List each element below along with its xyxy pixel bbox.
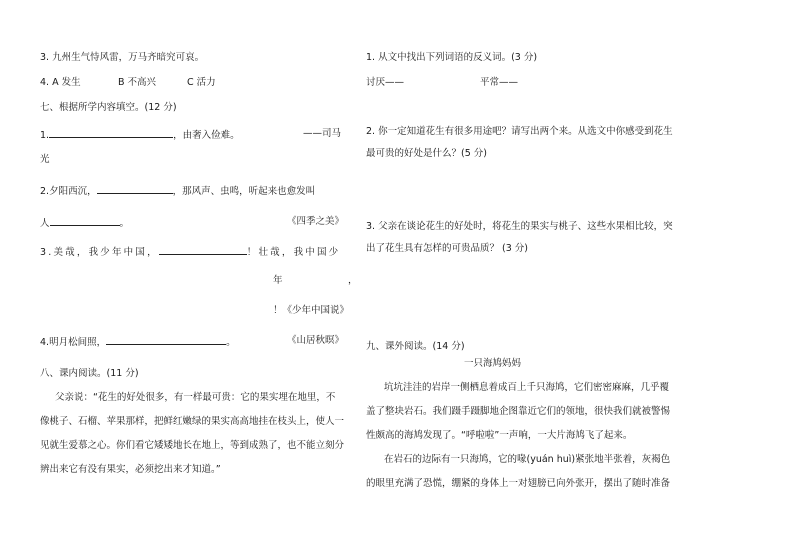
passage-line-1: 父亲说：“花生的好处很多，有一样最可贵：它的果实埋在地里，不 [55, 392, 336, 403]
fill-item-3 [40, 245, 340, 259]
fill-item-1-attribution-cont: 光 [40, 154, 50, 165]
fill-item-4 [40, 335, 236, 349]
story-line-1: 坑坑洼洼的岩岸一侧栖息着成百上千只海鸠，它们密密麻麻，几乎覆 [384, 382, 670, 393]
fill-blank-3[interactable] [159, 245, 247, 255]
fill-item-3-line2-end: ， [348, 275, 358, 286]
section9-title: 九、课外阅读。(14 分) [366, 341, 465, 352]
q4-option-c: C 活力 [187, 77, 216, 88]
fill-blank-2b[interactable] [50, 216, 120, 226]
fill-item-3-line3: ！《少年中国说》 [273, 305, 350, 316]
story-line-3: 性颇高的海鸠发现了。“呼啦啦”一声响，一大片海鸠飞了起来。 [366, 430, 633, 441]
right-q2-line2: 最可贵的好处是什么？(5 分) [366, 148, 487, 159]
fill-item-3-mid: ！壮哉，我中国少 [246, 247, 341, 258]
fill-item-2-tail2: 。 [119, 218, 130, 229]
right-q1-word2: 平常—— [480, 77, 519, 88]
fill-blank-4[interactable] [106, 335, 226, 345]
fill-item-2 [40, 184, 315, 198]
right-q3-line1: 3. 父亲在谈论花生的好处时，将花生的果实与桃子、这些水果相比较，突 [366, 221, 673, 232]
fill-item-2-lead2: 人 [40, 218, 50, 229]
fill-item-1 [40, 128, 240, 142]
q3-line: 3. 九州生气恃风雷，万马齐暗究可哀。 [40, 52, 205, 63]
fill-item-2-source: 《四季之美》 [287, 216, 345, 227]
section8-title: 八、课内阅读。(11 分) [40, 368, 139, 379]
right-q1-word1: 讨厌—— [366, 77, 405, 88]
fill-item-4-source: 《山居秋暝》 [287, 335, 345, 346]
story-line-4: 在岩石的边际有一只海鸠，它的喙(yuán huì)紧张地半张着，灰褐色 [384, 454, 671, 465]
passage-line-3: 见就生爱慕之心。你们看它矮矮地长在地上，等到成熟了，也不能立刻分 [40, 440, 345, 451]
q4-option-a: 4. A 发生 [40, 77, 81, 88]
fill-blank-2[interactable] [97, 184, 173, 194]
fill-item-3-lead: 3.美哉，我少年中国， [40, 247, 159, 258]
story-line-5: 的眼里充满了恐慌，绷紧的身体上一对翅膀已向外张开，摆出了随时准备 [366, 478, 671, 489]
section7-title: 七、根据所学内容填空。(12 分) [40, 102, 177, 113]
fill-item-4-lead: 4.明月松间照， [40, 337, 107, 348]
q4-option-b: B 不高兴 [118, 77, 157, 88]
story-title: 一只海鸠妈妈 [464, 358, 522, 369]
right-q3-line2: 出了花生具有怎样的可贵品质？ (3 分) [366, 243, 528, 254]
fill-item-1-num: 1. [40, 130, 50, 141]
fill-item-1-tail: ，由奢入俭难。 [173, 130, 240, 141]
fill-blank-1[interactable] [49, 128, 173, 138]
passage-line-4: 辨出来它有没有果实，必须挖出来才知道。” [40, 464, 221, 475]
right-q2-line1: 2. 你一定知道花生有很多用途吧？请写出两个来。从选文中你感受到花生 [366, 126, 673, 137]
passage-line-2: 像桃子、石榴、苹果那样，把鲜红嫩绿的果实高高地挂在枝头上，使人一 [40, 416, 345, 427]
fill-item-2-tail: ，那风声、虫鸣，听起来也愈发叫 [172, 186, 316, 197]
story-line-2: 盖了整块岩石。我们蹑手蹑脚地企图靠近它们的领地，很快我们就被警惕 [366, 406, 671, 417]
right-q1: 1. 从文中找出下列词语的反义词。(3 分) [366, 52, 538, 63]
fill-item-2-lead: 2.夕阳西沉， [40, 186, 97, 197]
fill-item-1-attribution: ——司马 [303, 128, 342, 139]
fill-item-3-line2: 年 [273, 275, 283, 286]
fill-item-2-line2 [40, 216, 129, 230]
fill-item-4-tail: 。 [226, 337, 236, 348]
